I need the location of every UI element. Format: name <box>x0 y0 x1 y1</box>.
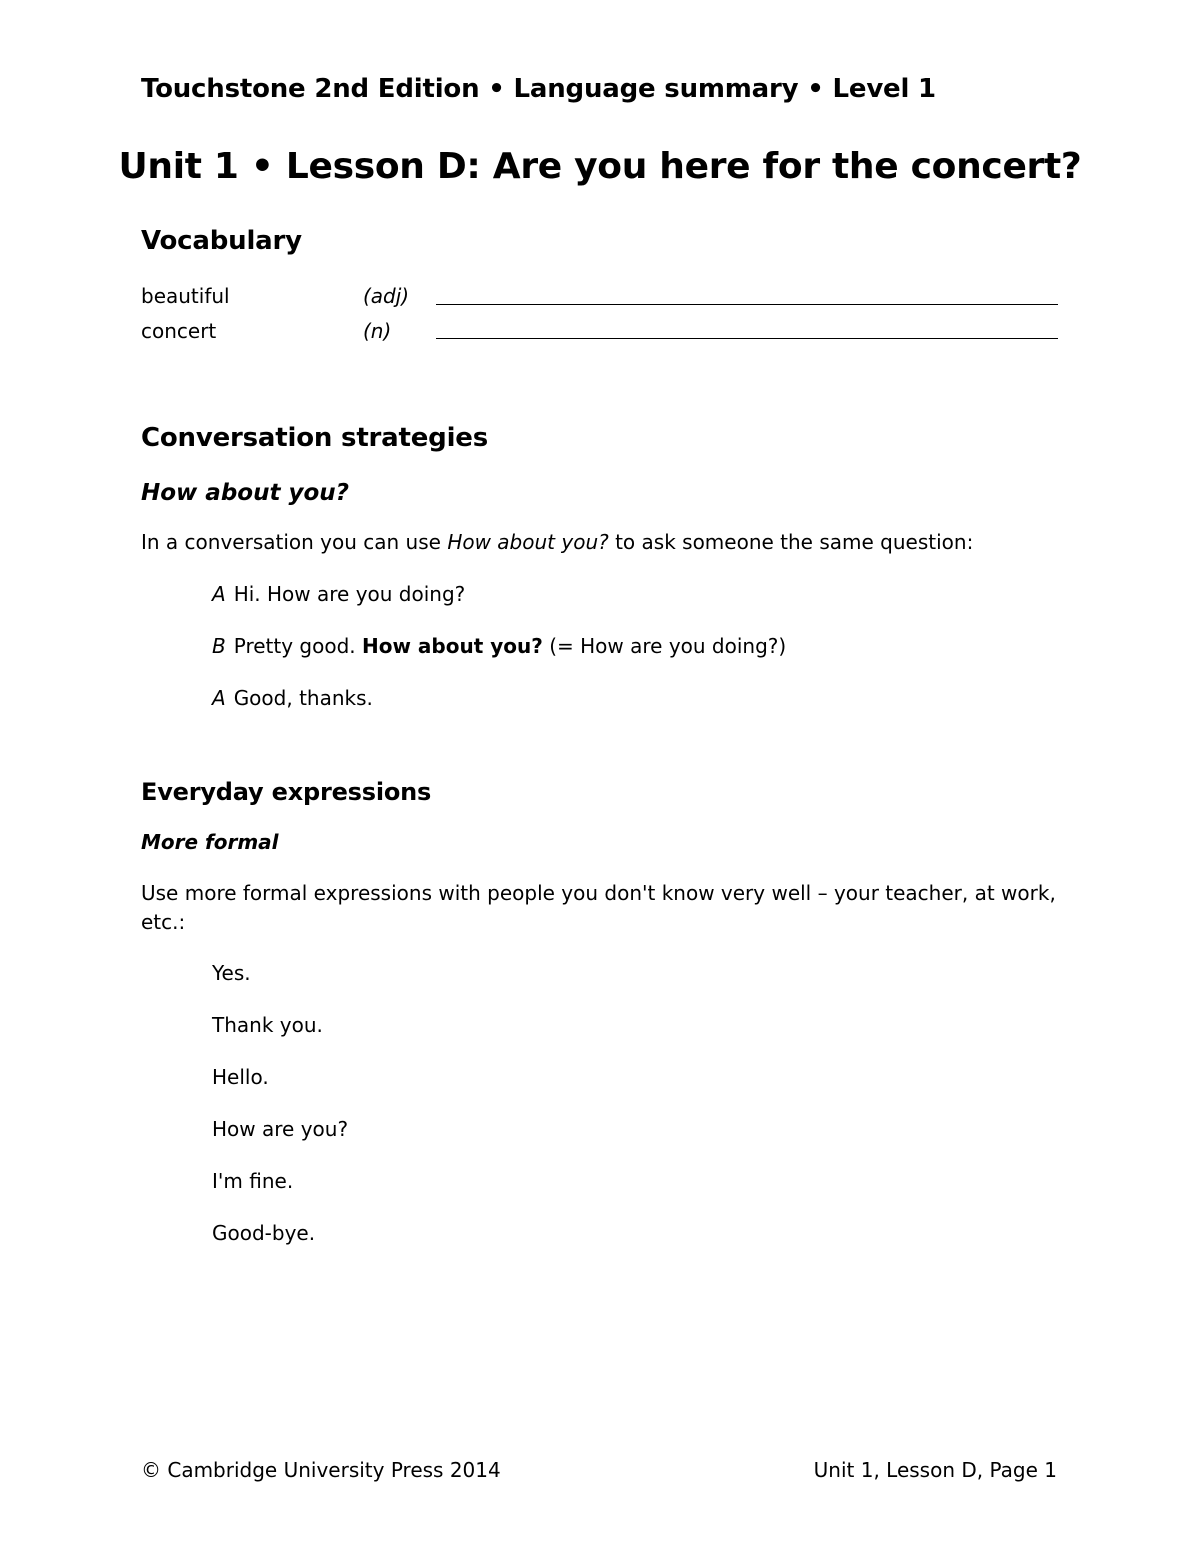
vocab-answer-line[interactable] <box>436 304 1058 305</box>
intro-text-emphasis: How about you? <box>447 530 609 554</box>
footer-page-reference: Unit 1, Lesson D, Page 1 <box>813 1458 1057 1482</box>
dialog-speaker: A <box>212 686 226 710</box>
dialog-text-after: (= How are you doing?) <box>542 634 787 658</box>
dialog-line <box>212 582 465 606</box>
dialog-text: Good, thanks. <box>233 686 373 710</box>
vocab-row-beautiful <box>141 284 1061 314</box>
intro-text-after: to ask someone the same question: <box>608 530 974 554</box>
expression-item: Hello. <box>212 1065 269 1089</box>
unit-title: Unit 1 • Lesson D: Are you here for the concert? <box>118 146 1082 187</box>
vocab-row-concert <box>141 319 1061 349</box>
expression-item: Yes. <box>212 961 251 985</box>
expressions-intro-line-1: Use more formal expressions with people you don't know very well – your teacher, at work, <box>141 881 1056 905</box>
how-about-you-subheading: How about you? <box>141 480 349 506</box>
conversation-intro <box>141 528 973 557</box>
expressions-intro-line-2: etc.: <box>141 910 186 934</box>
vocab-word: beautiful <box>141 284 230 308</box>
vocab-part-of-speech: (adj) <box>363 284 410 308</box>
expression-item: How are you? <box>212 1117 349 1141</box>
vocab-answer-line[interactable] <box>436 338 1058 339</box>
conversation-strategies-heading: Conversation strategies <box>141 423 489 453</box>
dialog-line <box>212 634 786 658</box>
dialog-text: Pretty good. <box>233 634 362 658</box>
vocabulary-heading: Vocabulary <box>141 226 302 256</box>
dialog-text: Hi. How are you doing? <box>233 582 466 606</box>
dialog-line <box>212 686 373 710</box>
dialog-text-bold: How about you? <box>362 634 543 658</box>
vocab-part-of-speech: (n) <box>363 319 392 343</box>
expression-item: Thank you. <box>212 1013 323 1037</box>
vocab-word: concert <box>141 319 217 343</box>
dialog-speaker: A <box>212 582 226 606</box>
intro-text-before: In a conversation you can use <box>141 530 448 554</box>
everyday-expressions-heading: Everyday expressions <box>141 778 432 806</box>
document-header-title: Touchstone 2nd Edition • Language summary • Level 1 <box>141 74 936 104</box>
expression-item: I'm fine. <box>212 1169 294 1193</box>
expression-item: Good-bye. <box>212 1221 316 1245</box>
more-formal-subheading: More formal <box>141 830 279 854</box>
dialog-speaker: B <box>212 634 226 658</box>
footer-copyright: © Cambridge University Press 2014 <box>141 1458 501 1482</box>
